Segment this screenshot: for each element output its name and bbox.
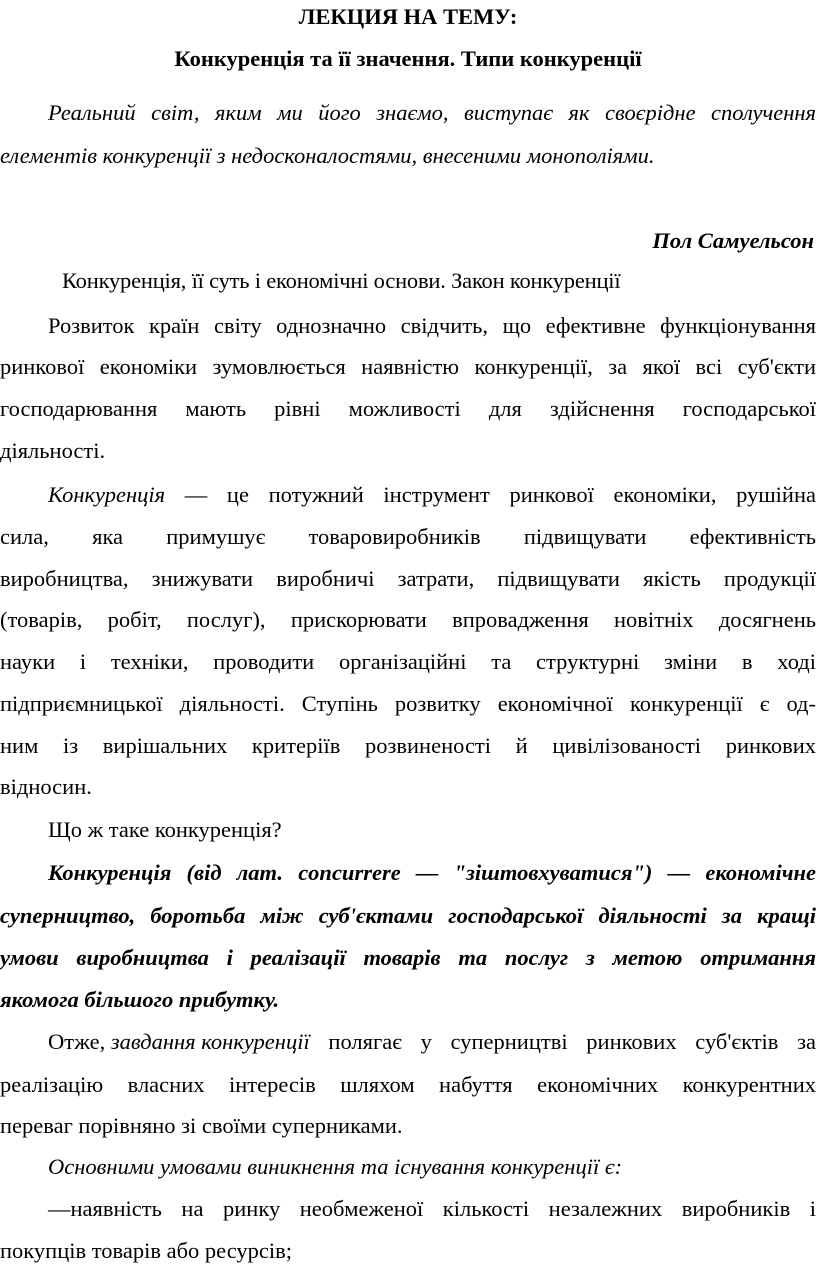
paragraph-line: ринкової економіки зумовлюється наявністю конкуренції, за якої всі суб'єкти [0,354,816,379]
definition-line: якомога більшого прибутку. [0,987,280,1012]
paragraph-line [0,480,816,510]
definition-line: умови виробництва і реалізації товарів та послуг з метою отримання [0,945,816,970]
document-subtitle: Конкуренція та її значення. Типи конкуренції [174,46,642,71]
epigraph-author: Пол Самуельсон [652,228,814,253]
paragraph-line: виробництва, знижувати виробничі затрати, підвищувати якість продукції [0,566,816,591]
term-zavdannia-konkurentsii: завдання конкуренції [110,1029,310,1054]
paragraph-line-rest: — це потужний інструмент ринкової економіки, рушійна [165,482,816,507]
paragraph-line: діяльності. [0,438,106,463]
paragraph-line: відносин. [0,774,92,799]
definition-line: суперництво, боротьба між суб'єктами господарської діяльності за кращі [0,903,816,928]
paragraph-line: сила, яка примушує товаровиробників підвищувати ефективність [0,524,816,549]
paragraph-line: науки і техніки, проводити організаційні та структурні зміни в ході [0,649,816,674]
paragraph-line: ним із вирішальних критеріїв розвиненості й цивілізованості ринкових [0,733,816,758]
epigraph-line: Реальний світ, яким ми його знаємо, виступає як своєрідне сполучення [48,100,816,125]
paragraph-line: (товарів, робіт, послуг), прискорювати впровадження новітніх досягнень [0,607,816,632]
question-line: Що ж таке конкуренція? [48,817,282,842]
paragraph-line: переваг порівняно зі своїми суперниками. [0,1113,403,1138]
bullet-line: —наявність на ринку необмеженої кількості незалежних виробників і [48,1196,816,1221]
term-konkurentsiia: Конкуренція [48,482,166,507]
paragraph-line-prefix: Отже, [48,1029,111,1054]
document-title: ЛЕКЦИЯ НА ТЕМУ: [298,4,518,29]
bullet-line: покупців товарів або ресурсів; [0,1238,292,1263]
section-heading: Конкуренція, її суть і економічні основи. Закон конкуренції [62,268,621,293]
definition-line: Конкуренція (від лат. concurrere — "зіштовхуватися") — економічне [48,860,816,885]
paragraph-line: реалізацію власних інтересів шляхом набуття економічних конкурентних [0,1072,816,1097]
paragraph-line: господарювання мають рівні можливості для здійснення господарської [0,396,816,421]
conditions-heading: Основними умовами виникнення та існування конкуренції є: [48,1154,623,1179]
paragraph-line [0,1027,816,1057]
epigraph-line: елементів конкуренції з недосконалостями, внесеними монополіями. [0,143,655,168]
paragraph-line-rest: полягає у суперництві ринкових суб'єктів за [309,1029,816,1054]
paragraph-line: підприємницької діяльності. Ступінь розвитку економічної конкуренції є од- [0,691,816,716]
paragraph-line: Розвиток країн світу однозначно свідчить, що ефективне функціонування [48,313,816,338]
